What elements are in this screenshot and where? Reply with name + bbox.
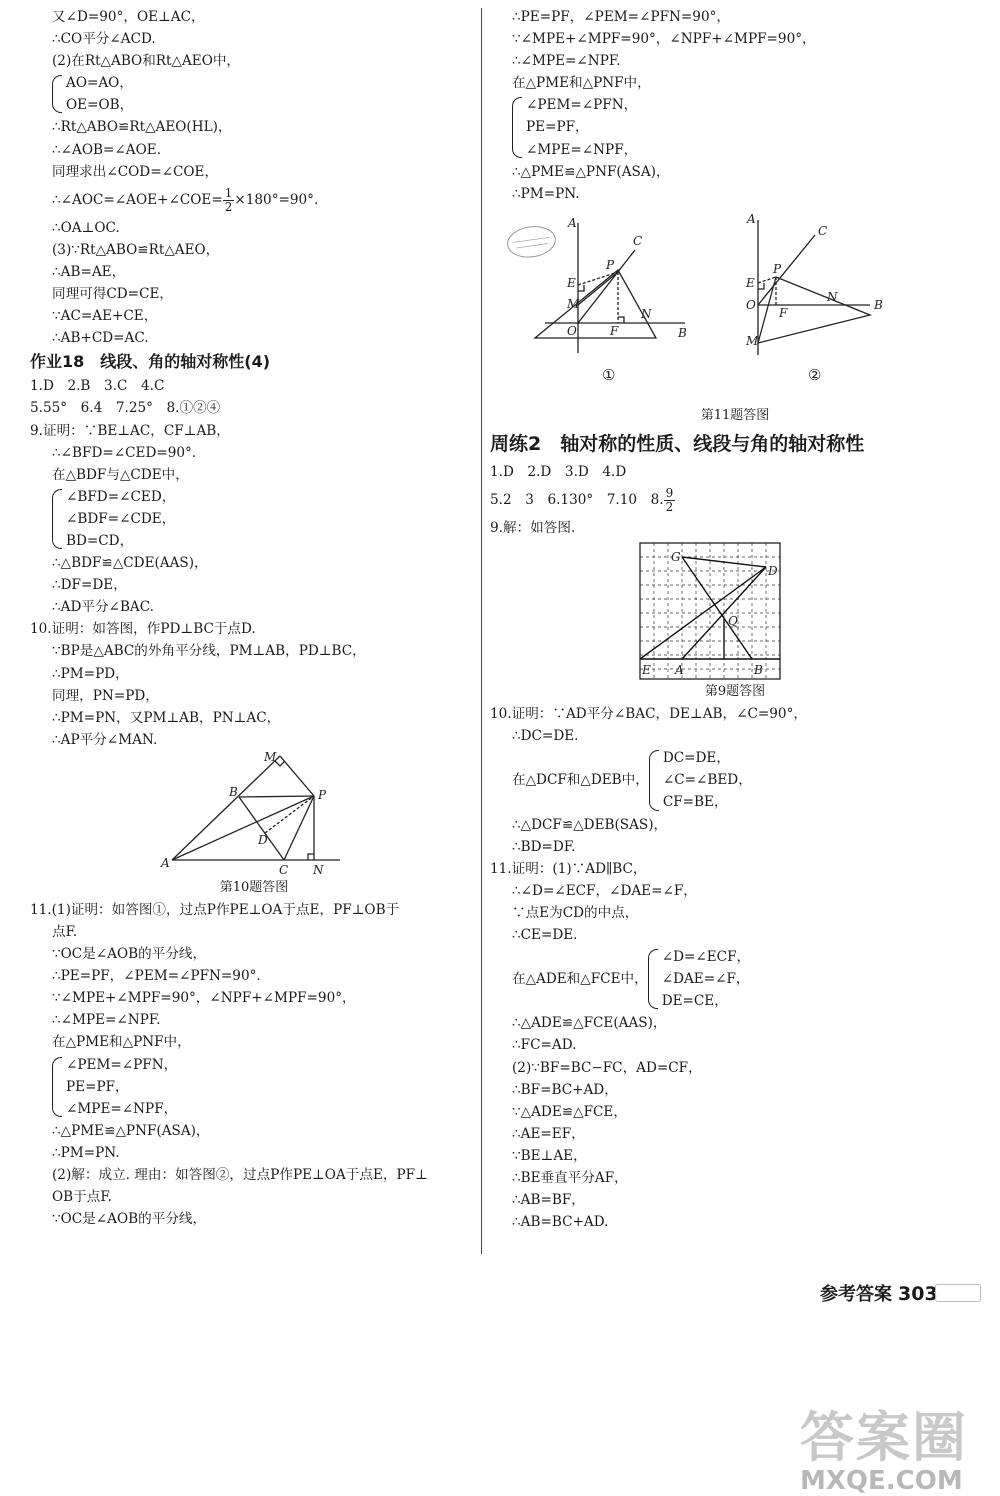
figure-caption: 第10题答图 <box>219 879 289 895</box>
text-line: ∠DAE=∠F， <box>661 971 750 988</box>
label-A: A <box>161 855 170 870</box>
footer-decoration-icon <box>935 1284 981 1302</box>
column-divider <box>481 8 482 1254</box>
label-N1: N <box>641 306 652 321</box>
text-line: ∴AB=BF， <box>512 1192 585 1209</box>
label-F1: F <box>610 323 619 338</box>
text-line: 同理，PN=PD， <box>52 687 159 704</box>
text-line: ∠MPE=∠NPF， <box>526 141 638 158</box>
brace-symbol <box>52 75 62 113</box>
text-line: ∴FC=AD. <box>512 1037 577 1054</box>
text-line: PE=PF， <box>526 119 589 136</box>
label-N2: N <box>827 289 838 304</box>
line-AP <box>172 796 314 860</box>
text-line: 在△ADE和△FCE中， <box>512 971 648 988</box>
text-line: ∴PE=PF，∠PEM=∠PFN=90°. <box>52 968 261 985</box>
text-line: ∠MPE=∠NPF， <box>66 1100 178 1117</box>
text-line: ∴OA⊥OC. <box>52 219 120 236</box>
text-line: BD=CD， <box>66 532 134 549</box>
brace-symbol <box>52 1057 62 1117</box>
line-GD <box>682 557 766 567</box>
text-line: ∴DF=DE， <box>52 577 127 594</box>
label-B: B <box>229 784 238 799</box>
formula-part: ∴∠AOC=∠AOE+∠COE= <box>52 191 223 208</box>
text-line: ∴AE=EF， <box>512 1125 585 1142</box>
brace-group <box>648 946 750 1012</box>
footer-label: 参考答案 <box>820 1284 892 1305</box>
watermark-text: 答案圈 <box>800 1406 968 1469</box>
stamp-icon <box>506 223 558 259</box>
triangle-1 <box>535 270 656 338</box>
brace-group <box>30 1054 478 1120</box>
text-line: ∴△BDF≌△CDE(AAS)， <box>52 555 208 572</box>
page-footer <box>820 1280 938 1306</box>
text-line: ∵点E为CD的中点， <box>512 904 639 921</box>
figure-10-diagram <box>30 751 478 877</box>
text-line: ∴PM=PD， <box>52 665 129 682</box>
brace-group <box>649 747 752 813</box>
text-line: (2)解：成立. 理由：如答图②，过点P作PE⊥OA于点E，PF⊥ <box>52 1167 428 1184</box>
text-line: ∴PM=PN. <box>52 1144 120 1161</box>
text-line: ∴△PME≌△PNF(ASA)， <box>52 1122 210 1139</box>
label-G: G <box>671 550 681 565</box>
brace-row <box>490 946 980 1012</box>
label-Q: Q <box>728 614 738 629</box>
section-heading: 周练2 轴对称的性质、线段与角的轴对称性 <box>490 432 865 455</box>
label-A: A <box>675 663 684 678</box>
figure-11-diagrams <box>490 205 980 405</box>
text-line: ∴CO平分∠ACD. <box>52 31 156 48</box>
label-E2: E <box>746 275 755 290</box>
text-line: ∵OC是∠AOB的平分线， <box>52 1211 207 1228</box>
text-line: ∴Rt△ABO≌Rt△AEO(HL)， <box>52 119 232 136</box>
text-line: ∴∠BFD=∠CED=90°. <box>52 444 197 461</box>
label-N: N <box>313 862 324 877</box>
label-M2: M <box>746 333 759 348</box>
text-line: ∴∠MPE=∠NPF. <box>52 1012 161 1029</box>
label-E: E <box>642 663 651 678</box>
label-E1: E <box>567 275 576 290</box>
text-line: 9.证明：∵BE⊥AC，CF⊥AB， <box>30 422 230 439</box>
brace-symbol <box>512 97 522 157</box>
text-line: 11.证明：(1)∵AD∥BC， <box>490 860 647 877</box>
label-B: B <box>754 663 763 678</box>
label-P2: P <box>773 261 782 276</box>
text-line: 同理可得CD=CE， <box>52 286 173 303</box>
figure-9-grid <box>490 539 980 681</box>
label-C2: C <box>818 223 828 238</box>
label-D: D <box>258 832 268 847</box>
text-line <box>30 183 478 217</box>
text-line: ∵∠MPE+∠MPF=90°，∠NPF+∠MPF=90°， <box>512 31 816 48</box>
label-B1: B <box>678 325 687 340</box>
fraction <box>664 487 676 514</box>
text-line: ∠D=∠ECF， <box>661 949 751 966</box>
text-line: 在△PME和△PNF中， <box>52 1034 191 1051</box>
text-line: ∴AB+CD=AC. <box>52 330 149 347</box>
text-line: ∴BD=DF. <box>512 838 576 855</box>
brace-row <box>490 747 980 813</box>
text-line: AO=AO， <box>66 75 133 92</box>
text-line: ∵AC=AE+CE， <box>52 308 158 325</box>
right-angle-E1 <box>578 285 584 291</box>
ray-OC-2 <box>758 235 815 305</box>
line-GB <box>682 557 752 659</box>
formula-part: ×180°=90°. <box>234 191 319 208</box>
answer-line: 1.D 2.B 3.C 4.C <box>30 378 165 395</box>
label-C: C <box>279 862 289 877</box>
text-line: ∴△ADE≌△FCE(AAS)， <box>512 1015 667 1032</box>
triangle-2 <box>758 277 870 343</box>
brace-group <box>490 94 980 160</box>
denominator: 2 <box>224 199 233 214</box>
text-line: CF=BE， <box>662 794 728 811</box>
text-line: (2)在Rt△ABO和Rt△AEO中， <box>52 53 241 70</box>
text-line: ∵BP是△ABC的外角平分线，PM⊥AB，PD⊥BC， <box>52 643 366 660</box>
brace-symbol <box>52 489 62 549</box>
text-line: ∴AB=BC+AD. <box>512 1214 609 1231</box>
text-line: ∠BDF=∠CDE， <box>66 510 176 527</box>
denominator: 2 <box>665 499 674 514</box>
numerator: 1 <box>224 185 233 200</box>
text-line: DE=CE， <box>661 993 728 1010</box>
label-M1: M <box>567 296 580 311</box>
text-line: ∴CE=DE. <box>512 926 578 943</box>
brace-group <box>30 72 478 116</box>
text-line: ∴BF=BC+AD， <box>512 1081 618 1098</box>
numerator: 9 <box>665 485 674 500</box>
text-line: ∴DC=DE. <box>512 728 579 745</box>
text-line: ∴AB=AE， <box>52 263 126 280</box>
answer-line <box>490 483 980 517</box>
text-line: ∠PEM=∠PFN， <box>526 97 638 114</box>
text-line: 10.证明：∵AD平分∠BAC，DE⊥AB，∠C=90°， <box>490 706 807 723</box>
label-D: D <box>768 564 778 579</box>
text-line: (2)∵BF=BC−FC，AD=CF， <box>512 1059 702 1076</box>
right-angle-M <box>275 761 285 766</box>
text-line: 在△DCF和△DEB中， <box>512 772 649 789</box>
label-A2: A <box>747 211 756 226</box>
answer-line: 1.D 2.D 3.D 4.D <box>490 463 627 480</box>
text-line: 又∠D=90°，OE⊥AC， <box>52 9 205 25</box>
answer-line: 5.55° 6.4 7.25° 8.①②④ <box>30 400 221 417</box>
text-line: 在△PME和△PNF中， <box>512 75 651 92</box>
line-PC <box>284 796 314 860</box>
right-angle-N <box>308 854 314 860</box>
text-line: ∵BE⊥AE， <box>512 1147 587 1164</box>
line-MP <box>280 756 314 796</box>
text-line: ∵OC是∠AOB的平分线， <box>52 946 207 963</box>
text-line: ∴△DCF≌△DEB(SAS)， <box>512 816 668 833</box>
brace-symbol <box>649 750 659 810</box>
text-line: ∴∠AOB=∠AOE. <box>52 141 161 158</box>
line-PE-2 <box>758 277 776 283</box>
text-line: OE=OB， <box>66 97 134 114</box>
line-BC <box>239 797 284 860</box>
label-P: P <box>318 787 327 802</box>
text-line: ∠PEM=∠PFN， <box>66 1056 178 1073</box>
label-O2: O <box>746 297 756 312</box>
text-line: 10.证明：如答图，作PD⊥BC于点D. <box>30 621 256 638</box>
figure-caption: 第11题答图 <box>700 407 770 423</box>
right-angle-F1 <box>618 317 624 323</box>
figure-caption: 第9题答图 <box>704 684 766 700</box>
sub-label-1: ① <box>602 365 616 384</box>
fraction <box>223 187 235 214</box>
text-line: ∴PE=PF，∠PEM=∠PFN=90°， <box>512 9 730 25</box>
label-O1: O <box>567 323 577 338</box>
text-line: ∴PM=PN. <box>512 185 580 202</box>
watermark <box>800 1395 968 1496</box>
text-line: ∴AD平分∠BAC. <box>52 599 154 616</box>
label-B2: B <box>874 297 883 312</box>
text-line: 在△BDF与△CDE中， <box>52 466 189 483</box>
left-column <box>30 6 478 1230</box>
text-line: 9.解：如答图. <box>490 519 576 536</box>
text-line: ∴PM=PN，又PM⊥AB，PN⊥AC， <box>52 709 281 726</box>
text-line: ∠C=∠BED， <box>662 772 752 789</box>
label-C1: C <box>633 233 643 248</box>
text-line: ∴AP平分∠MAN. <box>52 731 158 748</box>
text-line: 点F. <box>52 924 78 940</box>
text-line: ∴△PME≌△PNF(ASA)， <box>512 163 670 180</box>
section-heading: 作业18 线段、角的轴对称性(4) <box>30 352 271 372</box>
brace-symbol <box>648 949 658 1009</box>
text-line: ∵△ADE≌△FCE， <box>512 1103 627 1120</box>
text-line: ∴∠D=∠ECF，∠DAE=∠F， <box>512 882 697 899</box>
label-A1: A <box>568 215 577 230</box>
text-line: ∴∠MPE=∠NPF. <box>512 53 621 70</box>
answer-part: 5.2 3 6.130° 7.10 8. <box>490 491 664 508</box>
text-line: PE=PF， <box>66 1078 129 1095</box>
text-line: OB于点F. <box>52 1189 112 1206</box>
text-line: (3)∵Rt△ABO≌Rt△AEO， <box>52 241 220 258</box>
label-M: M <box>264 750 277 764</box>
text-line: 11.(1)证明：如答图①，过点P作PE⊥OA于点E，PF⊥OB于 <box>30 901 400 918</box>
label-F2: F <box>779 305 788 320</box>
right-angle-E2 <box>758 283 764 289</box>
right-column <box>490 6 980 1233</box>
sub-label-2: ② <box>808 365 822 384</box>
text-line: DC=DE， <box>662 750 730 767</box>
page-number: 303 <box>898 1283 938 1305</box>
label-P1: P <box>606 257 615 272</box>
text-line: ∴BE垂直平分AF， <box>512 1170 628 1186</box>
watermark-url: MXQE.COM <box>800 1466 963 1496</box>
brace-group <box>30 486 478 552</box>
text-line: ∠BFD=∠CED， <box>66 488 176 505</box>
text-line: ∵∠MPE+∠MPF=90°，∠NPF+∠MPF=90°， <box>52 990 356 1007</box>
line-BP <box>239 796 314 797</box>
text-line: 同理求出∠COD=∠COE， <box>52 163 219 180</box>
